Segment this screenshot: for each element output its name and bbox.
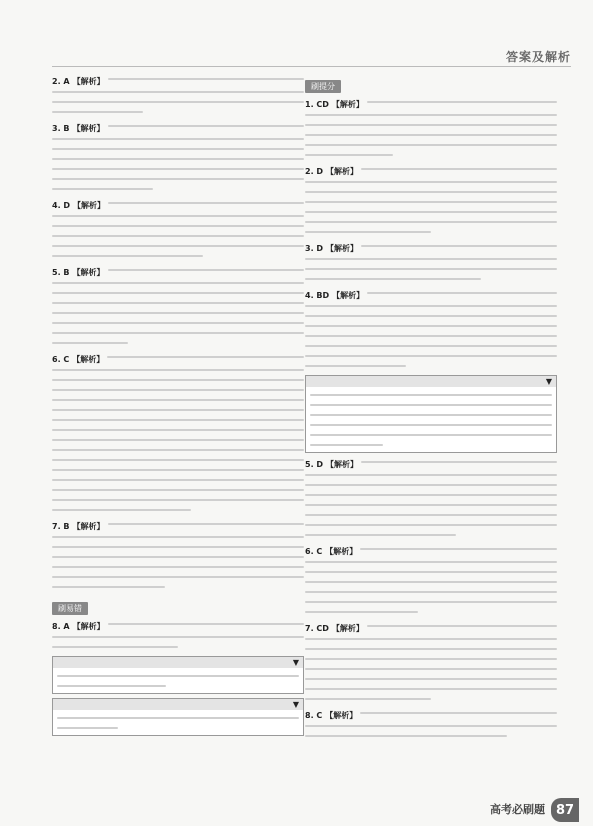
answer-entry <box>305 241 557 284</box>
analysis-tag: 【解析】 <box>325 711 358 720</box>
answer-number: 2. A <box>52 77 70 86</box>
answer-number: 4. BD <box>305 291 330 300</box>
answer-text <box>108 74 304 84</box>
answer-text <box>107 352 304 362</box>
page-header <box>0 0 593 70</box>
answer-number: 1. CD <box>305 100 329 109</box>
answer-number: 3. B <box>52 124 70 133</box>
answer-text <box>361 164 557 174</box>
left-column <box>52 74 304 740</box>
answer-text <box>108 198 304 208</box>
analysis-tag: 【解析】 <box>72 77 105 86</box>
answer-entry <box>52 265 304 348</box>
analysis-tag: 【解析】 <box>325 547 358 556</box>
page-footer <box>0 796 593 826</box>
answer-number: 4. D <box>52 201 71 210</box>
answer-text <box>367 621 557 631</box>
answer-text <box>360 544 557 554</box>
section-tag: 刷提分 <box>305 80 341 93</box>
answer-text <box>108 619 304 629</box>
answer-number: 3. D <box>305 244 324 253</box>
answer-text <box>108 121 305 131</box>
analysis-tag: 【解析】 <box>72 124 105 133</box>
answer-entry <box>52 74 304 117</box>
analysis-tag: 【解析】 <box>331 100 364 109</box>
tip-box <box>305 375 557 453</box>
header-title: 答案及解析 <box>505 50 571 64</box>
analysis-tag: 【解析】 <box>326 244 359 253</box>
triangle-icon: ▼ <box>292 700 299 709</box>
answer-number: 6. C <box>52 355 70 364</box>
section-tag: 刷易错 <box>52 602 88 615</box>
triangle-icon: ▼ <box>292 658 299 667</box>
footer-text: 高考必刷题 <box>490 803 545 816</box>
answer-text <box>108 265 305 275</box>
answer-entry <box>305 544 557 617</box>
answer-text <box>367 288 557 298</box>
answer-number: 8. A <box>52 622 70 631</box>
answer-number: 7. CD <box>305 624 329 633</box>
header-rule <box>52 66 571 67</box>
answer-number: 7. B <box>52 522 70 531</box>
answer-text <box>361 241 557 251</box>
analysis-tag: 【解析】 <box>72 355 105 364</box>
answer-number: 2. D <box>305 167 324 176</box>
answer-entry <box>305 457 557 540</box>
answer-entry <box>52 198 304 261</box>
analysis-tag: 【解析】 <box>72 622 105 631</box>
answer-entry <box>305 621 557 704</box>
answer-text <box>108 519 305 529</box>
analysis-tag: 【解析】 <box>72 522 105 531</box>
answer-entry <box>52 352 304 515</box>
triangle-icon: ▼ <box>545 377 552 386</box>
answer-entry <box>52 519 304 592</box>
tip-box <box>52 656 304 694</box>
analysis-tag: 【解析】 <box>326 460 359 469</box>
answer-entry <box>305 288 557 371</box>
answer-number: 6. C <box>305 547 323 556</box>
right-column <box>305 74 557 745</box>
answer-entry <box>305 97 557 160</box>
answer-number: 5. D <box>305 460 324 469</box>
tip-box <box>52 698 304 736</box>
answer-text <box>361 457 557 467</box>
answer-entry <box>52 619 304 652</box>
answer-text <box>367 97 557 107</box>
answer-entry <box>305 164 557 237</box>
page-number: 87 <box>551 798 579 822</box>
answer-number: 5. B <box>52 268 70 277</box>
answer-text <box>360 708 557 718</box>
answer-entry <box>52 121 304 194</box>
analysis-tag: 【解析】 <box>332 291 365 300</box>
analysis-tag: 【解析】 <box>331 624 364 633</box>
analysis-tag: 【解析】 <box>72 268 105 277</box>
answer-entry <box>305 708 557 741</box>
answer-number: 8. C <box>305 711 323 720</box>
analysis-tag: 【解析】 <box>326 167 359 176</box>
analysis-tag: 【解析】 <box>73 201 106 210</box>
